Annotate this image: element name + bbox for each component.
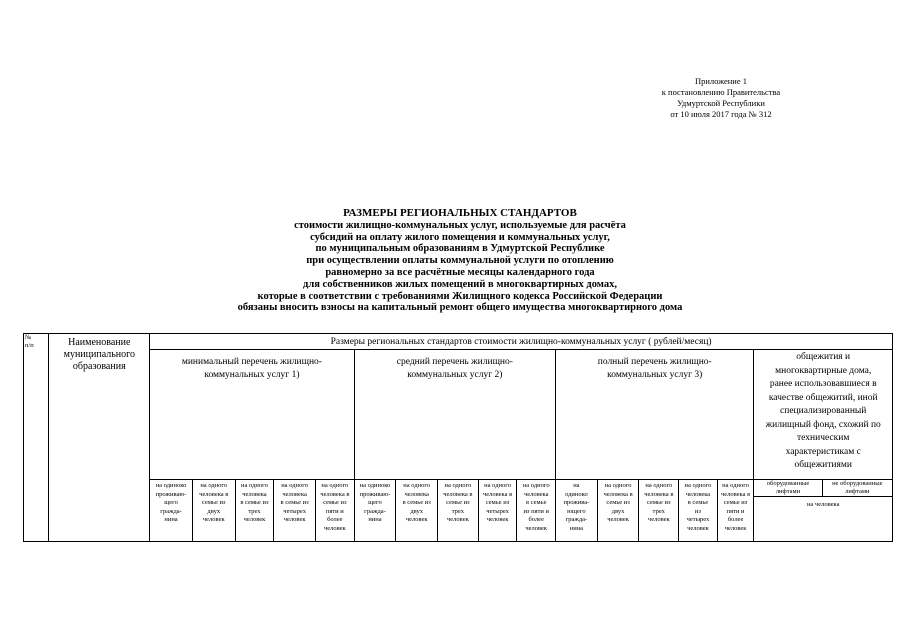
col-number-label: п/п: [25, 342, 34, 349]
subcol-line: человека в: [644, 490, 674, 498]
subcol-line: человека в: [443, 490, 473, 498]
per-person-label: на человека: [754, 497, 893, 542]
subcol-line: на одиноко: [155, 482, 187, 489]
subcol-line: семье из: [485, 499, 510, 507]
subcol-b3: [438, 480, 479, 542]
subcol-line: человека в: [320, 490, 350, 498]
subcol-d2: [822, 480, 892, 497]
subcol-a3: [235, 480, 274, 542]
subcol-c3: [639, 480, 679, 542]
subcol-line: проживаю-: [359, 490, 391, 498]
subcol-line: щего: [164, 499, 178, 507]
title-line: обязаны вносить взносы на капитальный ремонт общего имущества многоквартирного дома: [237, 302, 683, 314]
appendix-line: Приложение 1: [695, 76, 747, 86]
subcol-line: человека в: [720, 490, 751, 498]
subcol-line: более: [528, 516, 544, 524]
group-line: ранее использовавшиеся в: [769, 379, 877, 389]
document-title: [150, 208, 770, 314]
subcol-line: трех: [652, 507, 665, 515]
subcol-line: человек: [323, 524, 346, 532]
subcol-line: на одного: [684, 482, 712, 489]
subcol-line: человека: [282, 490, 307, 498]
subcol-a1: [150, 480, 193, 542]
group-line: полный перечень жилищно-: [597, 357, 712, 367]
subcol-line: в семье: [525, 499, 547, 507]
subcol-line: в семье из: [402, 499, 431, 507]
group-minimal-header: [150, 350, 354, 480]
subcol-line: в семье из: [280, 499, 309, 507]
subcol-line: из пяти и: [523, 507, 549, 515]
col-municipality-header: [49, 334, 150, 542]
subcol-line: четырех: [486, 507, 509, 515]
subcol-line: человека в: [199, 490, 229, 498]
title-line: субсидий на оплату жилого помещения и коммунальных услуг,: [310, 231, 610, 243]
subcol-line: двух: [611, 507, 625, 515]
group-line: жилищный фонд, схожий по: [765, 419, 881, 430]
group-line: коммунальных услуг 3): [607, 370, 703, 380]
subcol-line: двух: [410, 507, 424, 515]
standards-table: [23, 333, 893, 542]
title-line: для собственников жилых помещений в многоквартирных домах,: [303, 278, 617, 290]
subcol-line: четырех: [686, 516, 710, 524]
group-line: общежития и: [796, 352, 851, 362]
subcol-line: не оборудованные: [832, 480, 883, 487]
subcol-line: на одного: [604, 482, 632, 489]
subcol-line: лифтами: [775, 488, 801, 495]
subcol-line: семье из: [723, 499, 748, 507]
subcol-line: человек: [202, 516, 225, 524]
subcol-line: человек: [607, 516, 629, 524]
subcol-line: на одного: [722, 482, 750, 489]
group-line: минимальный перечень жилищно-: [181, 357, 322, 367]
subcol-line: более: [327, 516, 343, 524]
subcol-line: на одного: [241, 482, 268, 489]
subcol-line: одиноко: [565, 490, 588, 498]
group-line: характеристикам с: [785, 446, 861, 457]
subcol-line: человек: [525, 524, 548, 532]
title-line: при осуществлении оплаты коммунальной услуги по отоплению: [306, 255, 614, 267]
subcol-line: щего: [368, 499, 382, 507]
subcol-line: на: [573, 482, 580, 489]
title-line: равномерно за все расчётные месяцы календарного года: [325, 266, 595, 278]
subcol-line: человек: [405, 516, 428, 524]
subcol-line: человека в: [603, 490, 633, 498]
subcol-line: трех: [248, 507, 261, 515]
group-line: техническим: [797, 433, 850, 443]
subcol-b4: [478, 480, 517, 542]
subcol-line: на одного: [444, 482, 472, 489]
subcol-line: гражда-: [364, 507, 386, 515]
subcol-a5: [315, 480, 354, 542]
subcol-line: на одного: [484, 482, 511, 489]
subcol-line: семье из: [647, 499, 671, 507]
group-line: коммунальных услуг 1): [204, 370, 300, 380]
sizes-header: Размеры региональных стандартов стоимости жилищно-коммунальных услуг ( рублей/месяц): [150, 334, 893, 350]
col-number-header: [24, 334, 49, 542]
subcol-line: оборудованные: [766, 480, 810, 487]
group-dormitories-header: [754, 350, 893, 480]
title-line: стоимости жилищно-коммунальных услуг, используемые для расчёта: [294, 219, 626, 231]
appendix-line: Удмуртской Республики: [677, 98, 765, 108]
subcol-line: в семье: [687, 499, 709, 507]
subcol-line: человека: [242, 490, 267, 498]
subcol-line: человек: [283, 516, 306, 524]
subcol-b2: [396, 480, 438, 542]
subcol-line: семье из: [606, 499, 630, 507]
subcol-line: человек: [647, 516, 670, 524]
subcol-line: на одного: [645, 482, 673, 489]
subcol-b5: [517, 480, 556, 542]
subcol-c5: [717, 480, 754, 542]
subcol-line: человек: [447, 516, 469, 524]
group-line: многоквартирные дома,: [775, 365, 872, 376]
group-line: общежитиями: [794, 460, 852, 470]
subcol-line: пяти и: [325, 507, 344, 515]
subcol-line: в семье из: [240, 499, 269, 507]
appendix-block: [628, 76, 814, 120]
subcol-a4: [274, 480, 316, 542]
subcol-c2: [597, 480, 639, 542]
subcol-line: семье из: [323, 499, 347, 507]
subcol-line: на одного: [522, 482, 550, 489]
subcol-line: из: [694, 507, 701, 515]
subcol-line: на одного: [321, 482, 349, 489]
subcol-line: ющего: [567, 507, 586, 515]
subcol-line: более: [727, 516, 744, 524]
col-number-label: №: [25, 334, 32, 341]
group-line: средний перечень жилищно-: [396, 357, 513, 367]
col-municipality-line: Наименование: [68, 337, 131, 348]
subcol-line: четырех: [283, 507, 306, 515]
group-medium-header: [354, 350, 555, 480]
subcol-line: трех: [451, 507, 464, 515]
subcol-line: человек: [724, 524, 747, 532]
col-municipality-line: муниципального: [63, 349, 135, 360]
subcol-line: на одиноко: [359, 482, 391, 489]
subcol-c1: [556, 480, 598, 542]
subcol-line: человек: [687, 524, 709, 532]
group-line: качестве общежитий, иной: [768, 392, 878, 403]
subcol-line: семье из: [202, 499, 226, 507]
subcol-line: семье из: [446, 499, 470, 507]
subcol-line: человека: [404, 490, 429, 498]
subcol-line: человек: [486, 516, 509, 524]
subcol-line: двух: [207, 507, 221, 515]
title-line: РАЗМЕРЫ РЕГИОНАЛЬНЫХ СТАНДАРТОВ: [343, 207, 577, 219]
subcol-a2: [192, 480, 235, 542]
title-line: которые в соответствии с требованиями Жилищного кодекса Российской Федерации: [257, 290, 663, 302]
col-municipality-line: образования: [72, 361, 126, 372]
appendix-line: к постановлению Правительства: [661, 87, 781, 97]
subcol-line: пяти и: [726, 507, 745, 515]
subcol-line: нина: [368, 516, 382, 524]
subcol-line: на одного: [403, 482, 431, 489]
subcol-b1: [354, 480, 396, 542]
group-full-header: [556, 350, 754, 480]
subcol-line: проживаю-: [155, 490, 187, 498]
subcol-line: нина: [569, 524, 584, 532]
subcol-line: на одного: [200, 482, 228, 489]
subcol-line: человек: [243, 516, 266, 524]
subcol-c4: [679, 480, 718, 542]
subcol-line: человека: [685, 490, 711, 498]
group-line: коммунальных услуг 2): [407, 370, 503, 380]
subcol-line: прожива-: [563, 499, 590, 507]
subcol-line: человека в: [482, 490, 513, 498]
subcol-line: на одного: [281, 482, 309, 489]
appendix-line: от 10 июля 2017 года № 312: [670, 109, 772, 119]
subcol-line: лифтами: [845, 488, 870, 495]
subcol-line: человека: [523, 490, 549, 498]
title-line: по муниципальным образованиям в Удмуртской Республике: [315, 243, 605, 255]
subcol-line: гражда-: [565, 516, 588, 524]
subcol-line: нина: [164, 516, 178, 524]
subcol-d1: [754, 480, 822, 497]
subcol-line: гражда-: [160, 507, 182, 515]
group-line: специализированный: [780, 406, 867, 416]
